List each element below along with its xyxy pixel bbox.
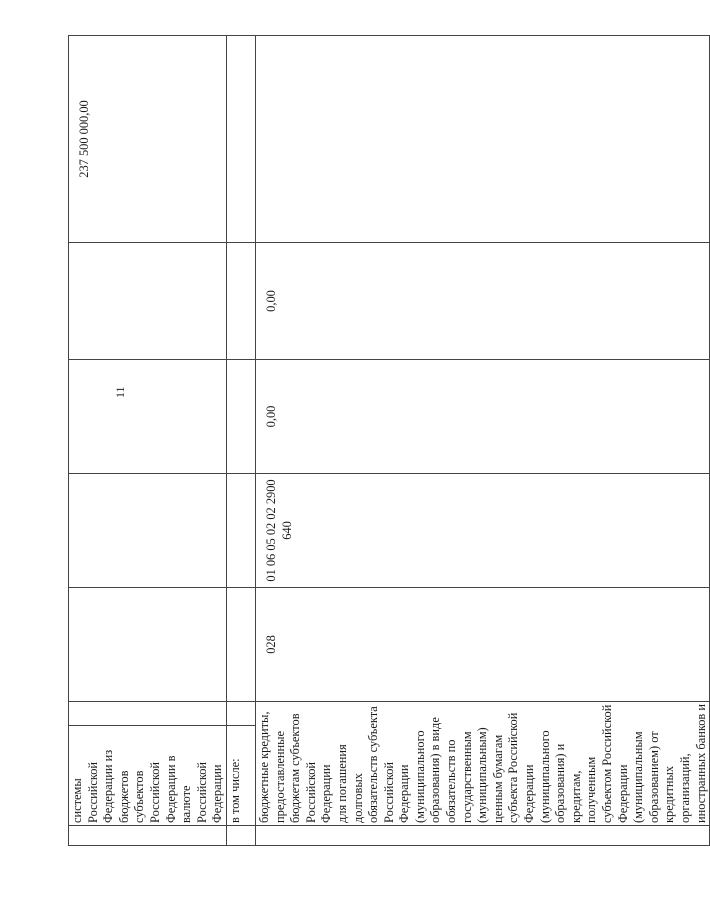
row-name-cell (69, 726, 227, 826)
amount-col4-cell (255, 360, 709, 474)
empty-cell (226, 826, 255, 846)
row-name: в том числе: (227, 758, 242, 823)
admin-code: 028 (263, 635, 278, 654)
table-row (255, 36, 709, 846)
amount-col4: 0,00 (263, 405, 278, 428)
empty-cell (255, 826, 709, 846)
amount-col6-cell (226, 36, 255, 243)
page-number: 11 (113, 386, 127, 398)
empty-cell (69, 826, 227, 846)
admin-code-cell (226, 588, 255, 702)
rotated-page (68, 36, 708, 846)
budget-code-cell (69, 474, 227, 588)
amount-col4-cell (226, 360, 255, 474)
budget-code-cell (255, 474, 709, 588)
row-name: бюджетные кредиты, предоставленные бюджетам субъектов Российской Федерации для погашения долговых обязательств субъекта Российской Федерации (муниципального образования) в виде обязательств по государственным (муниципальным) ценным бумагам субъекта Российской Федерации (муниципального образования) и кредитам, полученным субъектом Российской Федерации (муниципальным образованием) от кредитных организаций, иностранных банков и (256, 703, 708, 823)
row-spacer-cell (69, 702, 227, 726)
admin-code-cell (255, 588, 709, 702)
amount-col5-cell (255, 243, 709, 360)
table-row (69, 36, 227, 846)
table-row (226, 36, 255, 846)
budget-code-cell (226, 474, 255, 588)
row-name: системы Российской Федерации из бюджетов субъектов Российской Федерации в валюте Российской Федерации (70, 749, 225, 823)
amount-col6-cell (69, 36, 227, 243)
amount-col5: 0,00 (263, 290, 278, 312)
row-name-cell (255, 702, 709, 826)
admin-code-cell (69, 588, 227, 702)
budget-code: 01 06 05 02 02 2900 640 (263, 479, 294, 582)
amount-col5-cell (226, 243, 255, 360)
amount-col6: 237 500 000,00 (77, 100, 91, 178)
row-spacer-cell (226, 702, 255, 726)
amount-col6-cell (255, 36, 709, 243)
amount-col5-cell (69, 243, 227, 360)
amount-col4-cell (69, 360, 227, 474)
budget-sources-table (68, 35, 710, 846)
row-name-cell (226, 726, 255, 826)
